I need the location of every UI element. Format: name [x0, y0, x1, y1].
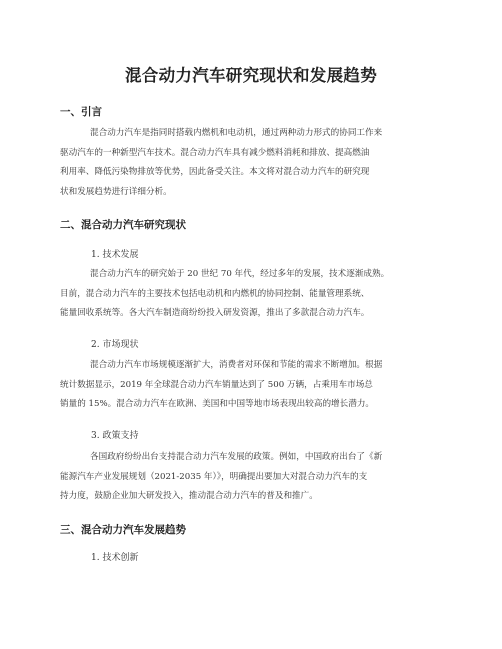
technology-paragraph: [60, 265, 460, 324]
policy-paragraph: [60, 448, 460, 507]
subsection-label-market: 2. 市场现状: [91, 340, 139, 350]
section-heading-introduction: 一、引言: [60, 106, 102, 118]
paragraph-line: 各国政府纷纷出台支持混合动力汽车发展的政策。例如，中国政府出台了《新: [90, 452, 383, 462]
document-title: 混合动力汽车研究现状和发展趋势: [125, 66, 377, 85]
subsection-label-technology: 1. 技术发展: [91, 250, 139, 260]
paragraph-line: 混合动力汽车市场规模逐渐扩大，消费者对环保和节能的需求不断增加。根据: [90, 360, 383, 370]
paragraph-line: 利用率、降低污染物排放等优势，因此备受关注。本文将对混合动力汽车的研究现: [60, 167, 370, 178]
section-heading-development-trend: 三、混合动力汽车发展趋势: [60, 524, 186, 536]
section-heading-research-status: 二、混合动力汽车研究现状: [60, 219, 186, 231]
paragraph-line: 能源汽车产业发展规划（2021-2035 年）》，明确提出要加大对混合动力汽车的支: [60, 471, 368, 482]
paragraph-line: 持力度，鼓励企业加大研发投入，推动混合动力汽车的普及和推广。: [60, 491, 318, 502]
introduction-paragraph: [60, 124, 460, 202]
paragraph-line: 能量回收系统等。各大汽车制造商纷纷投入研发资源，推出了多款混合动力汽车。: [60, 308, 370, 319]
paragraph-line: 混合动力汽车是指同时搭载内燃机和电动机，通过两种动力形式的协同工作来: [90, 128, 383, 138]
paragraph-line: 混合动力汽车的研究始于 20 世纪 70 年代，经过多年的发展，技术逐渐成熟。: [90, 269, 390, 279]
paragraph-line: 状和发展趋势进行详细分析。: [60, 186, 172, 197]
subsection-label-policy: 3. 政策支持: [91, 431, 139, 441]
market-paragraph: [60, 356, 460, 415]
subsection-label-innovation: 1. 技术创新: [91, 553, 139, 563]
paragraph-line: 销量的 15%。混合动力汽车在欧洲、美国和中国等地市场表现出较高的增长潜力。: [60, 399, 375, 410]
paragraph-line: 驱动汽车的一种新型汽车技术。混合动力汽车具有减少燃料消耗和排放、提高燃油: [60, 147, 370, 158]
paragraph-line: 目前，混合动力汽车的主要技术包括电动机和内燃机的协同控制、能量管理系统、: [60, 288, 370, 299]
paragraph-line: 统计数据显示，2019 年全球混合动力汽车销量达到了 500 万辆，占乘用车市场总: [60, 379, 373, 390]
